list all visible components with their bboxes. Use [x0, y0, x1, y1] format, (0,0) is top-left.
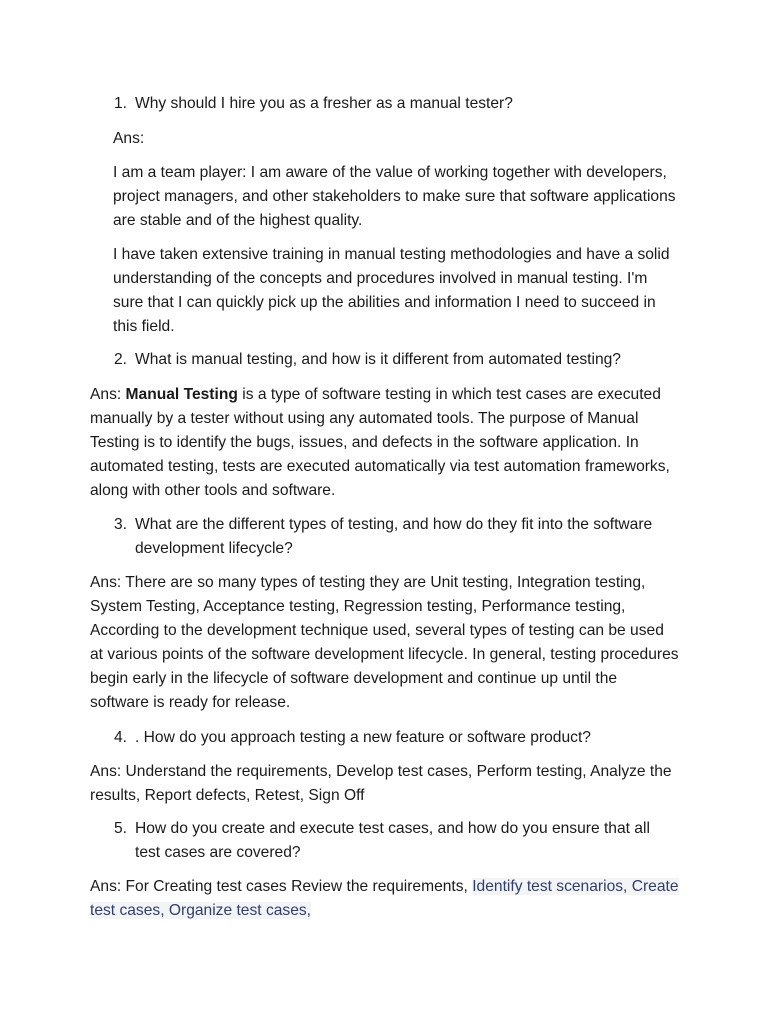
answer-2: [90, 383, 680, 503]
question-1-number: 1.: [114, 95, 128, 112]
answer-1-label: Ans:: [113, 130, 145, 147]
answer-2-bold-term: Manual Testing: [125, 386, 238, 403]
question-5: [114, 817, 674, 865]
question-4-text: . How do you approach testing a new feature or software product?: [135, 729, 591, 746]
answer-5-plain: Ans: For Creating test cases Review the requirements,: [90, 878, 473, 895]
question-1: [114, 92, 674, 116]
answer-1-paragraph-2: I have taken extensive training in manual testing methodologies and have a solid understanding of the concepts and procedures involved in manual testing. I'm sure that I can quickly pick up the abilities and information I need to succeed in this field.: [113, 246, 670, 335]
answer-5-highlighted: Identify test scenarios, Create test cases, Organize test cases,: [90, 878, 679, 919]
question-5-number: 5.: [114, 820, 128, 837]
question-3-number: 3.: [114, 516, 128, 533]
question-3-text: What are the different types of testing, and how do they fit into the software development lifecycle?: [135, 516, 653, 557]
answer-5: [90, 875, 680, 923]
question-1-text: Why should I hire you as a fresher as a manual tester?: [135, 95, 513, 112]
question-2-number: 2.: [114, 351, 128, 368]
answer-1-paragraph-1: I am a team player: I am aware of the value of working together with developers, project managers, and other stakeholders to make sure that software applications are stable and of the highest quality.: [113, 164, 676, 229]
question-2: [114, 348, 674, 372]
answer-2-prefix: Ans:: [90, 386, 126, 403]
answer-3: Ans: There are so many types of testing they are Unit testing, Integration testing, System Testing, Acceptance testing, Regression testing, Performance testing, According to the development technique used, several types of testing can be used at various points of the software development lifecycle. In general, testing procedures begin early in the lifecycle of software development and continue up until the software is ready for release.: [90, 574, 679, 711]
question-3: [114, 513, 674, 561]
answer-4: Ans: Understand the requirements, Develop test cases, Perform testing, Analyze the results, Report defects, Retest, Sign Off: [90, 763, 672, 804]
answer-2-body: is a type of software testing in which test cases are executed manually by a tester without using any automated tools. The purpose of Manual Testing is to identify the bugs, issues, and defects in the software application. In automated testing, tests are executed automatically via test automation frameworks, along with other tools and software.: [90, 386, 670, 499]
question-4-number: 4.: [114, 729, 128, 746]
question-5-text: How do you create and execute test cases, and how do you ensure that all test cases are covered?: [135, 820, 650, 861]
question-2-text: What is manual testing, and how is it different from automated testing?: [135, 351, 621, 368]
question-4: [114, 726, 674, 750]
